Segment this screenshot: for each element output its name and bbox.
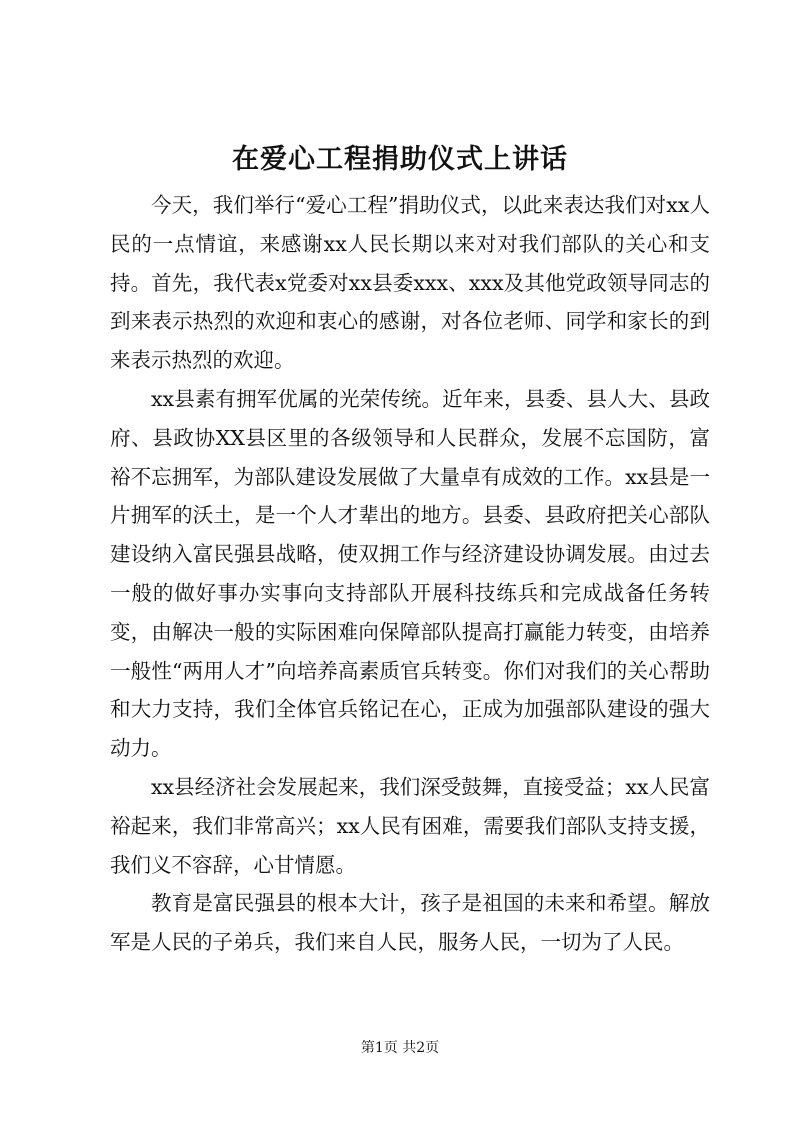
body-paragraph: xx县经济社会发展起来，我们深受鼓舞，直接受益；xx人民富裕起来，我们非常高兴；xx人民有困难，需要我们部队支持支援，我们义不容辞，心甘情愿。 <box>110 774 710 877</box>
body-paragraph: 今天，我们举行“爱心工程”捐助仪式，以此来表达我们对xx人民的一点情谊，来感谢xx人民长期以来对对我们部队的关心和支持。首先，我代表x党委对xx县委xxx、xxx及其他党政领导同志的到来表示热烈的欢迎和衷心的感谢，对各位老师、同学和家长的到来表示热烈的欢迎。 <box>110 193 710 373</box>
document-body <box>110 186 710 962</box>
body-paragraph: xx县素有拥军优属的光荣传统。近年来，县委、县人大、县政府、县政协XX县区里的各级领导和人民群众，发展不忘国防，富裕不忘拥军，为部队建设发展做了大量卓有成效的工作。xx县是一片拥军的沃土，是一个人才辈出的地方。县委、县政府把关心部队建设纳入富民强县战略，使双拥工作与经济建设协调发展。由过去一般的做好事办实事向支持部队开展科技练兵和完成战备任务转变，由解决一般的实际困难向保障部队提高打赢能力转变，由培养一般性“两用人才”向培养高素质官兵转变。你们对我们的关心帮助和大力支持，我们全体官兵铭记在心，正成为加强部队建设的强大动力。 <box>110 386 710 761</box>
page-footer: 第1页 共2页 <box>360 1040 440 1056</box>
document-title: 在爱心工程捐助仪式上讲话 <box>232 144 568 175</box>
body-paragraph: 教育是富民强县的根本大计，孩子是祖国的未来和希望。解放军是人民的子弟兵，我们来自人民，服务人民，一切为了人民。 <box>110 891 710 955</box>
